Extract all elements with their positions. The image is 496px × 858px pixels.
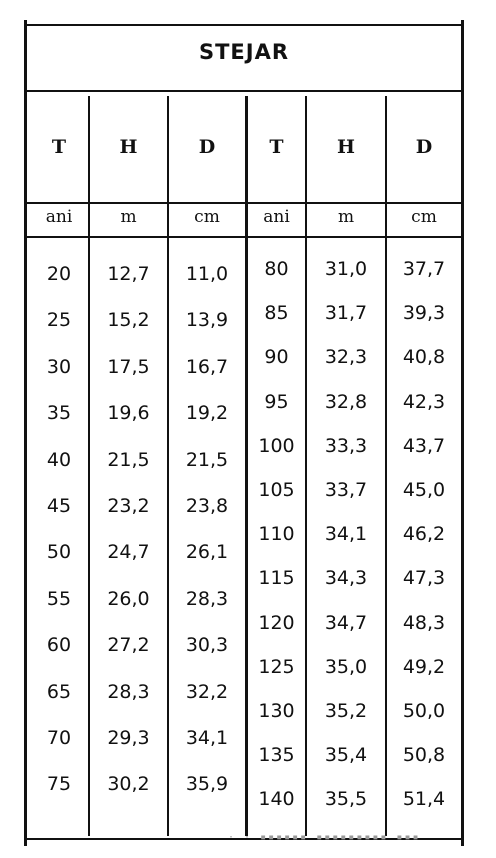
cell-height: 34,7 xyxy=(324,611,368,634)
cell-age: 105 xyxy=(258,479,295,501)
cell-diameter: 37,7 xyxy=(402,258,446,280)
cell-age: 135 xyxy=(258,744,295,767)
column-header-d: D xyxy=(198,136,216,158)
cell-height: 35,5 xyxy=(324,788,368,811)
cell-age: 60 xyxy=(46,634,72,657)
cell-age: 140 xyxy=(258,788,295,811)
cell-age: 25 xyxy=(46,309,72,332)
cell-diameter: 16,7 xyxy=(185,355,229,378)
cell-diameter: 19,2 xyxy=(185,402,229,425)
table-title: STEJAR xyxy=(198,40,290,64)
cell-diameter: 50,8 xyxy=(402,744,446,767)
cell-height: 19,6 xyxy=(107,402,150,425)
title-rule xyxy=(27,90,461,92)
unit-label: ani xyxy=(45,207,73,227)
cell-height: 32,8 xyxy=(324,390,368,413)
cell-age: 90 xyxy=(264,346,289,369)
cell-age: 75 xyxy=(46,773,72,796)
cell-diameter: 28,3 xyxy=(185,587,229,610)
cell-age: 115 xyxy=(258,567,295,590)
column-header-d: D xyxy=(415,136,433,158)
cell-diameter: 50,0 xyxy=(402,700,446,722)
cell-height: 35,2 xyxy=(324,700,368,722)
cell-height: 26,0 xyxy=(107,587,150,610)
top-rule xyxy=(27,24,461,26)
unit-label: ani xyxy=(263,207,290,227)
unit-rule xyxy=(27,236,461,238)
cell-age: 130 xyxy=(258,700,295,722)
cell-height: 35,0 xyxy=(324,655,368,678)
cell-height: 34,1 xyxy=(324,523,368,546)
unit-label: m xyxy=(120,207,137,227)
cell-diameter: 40,8 xyxy=(402,346,446,369)
cell-height: 33,7 xyxy=(324,479,368,501)
cell-age: 20 xyxy=(46,263,72,285)
cell-height: 35,4 xyxy=(324,744,368,767)
unit-label: cm xyxy=(194,207,220,227)
cell-height: 32,3 xyxy=(324,346,368,369)
cell-height: 12,7 xyxy=(107,263,150,285)
cell-age: 85 xyxy=(264,302,289,325)
cell-height: 21,5 xyxy=(107,448,150,471)
cell-diameter: 42,3 xyxy=(402,390,446,413)
cell-age: 35 xyxy=(46,402,72,425)
cell-diameter: 43,7 xyxy=(402,434,446,457)
cell-height: 28,3 xyxy=(107,680,150,703)
cell-height: 27,2 xyxy=(107,634,150,657)
cell-age: 80 xyxy=(264,258,289,280)
header-rule xyxy=(27,202,461,204)
cell-age: 65 xyxy=(46,680,72,703)
column-header-t: T xyxy=(269,136,284,158)
cell-age: 110 xyxy=(258,523,295,546)
cell-age: 70 xyxy=(46,727,72,749)
cell-diameter: 51,4 xyxy=(402,788,446,811)
cell-age: 45 xyxy=(46,495,72,517)
cell-diameter: 34,1 xyxy=(185,727,229,749)
cell-height: 23,2 xyxy=(107,495,150,517)
cell-age: 50 xyxy=(46,541,72,564)
cell-age: 125 xyxy=(258,655,295,678)
cell-diameter: 49,2 xyxy=(402,655,446,678)
cell-diameter: 11,0 xyxy=(185,263,229,285)
cell-height: 31,7 xyxy=(324,302,368,325)
cell-age: 95 xyxy=(264,390,289,413)
cell-diameter: 32,2 xyxy=(185,680,229,703)
cell-diameter: 13,9 xyxy=(185,309,229,332)
column-header-h: H xyxy=(119,136,138,158)
cell-diameter: 35,9 xyxy=(185,773,229,796)
cell-age: 30 xyxy=(46,355,72,378)
cell-height: 24,7 xyxy=(107,541,150,564)
cell-diameter: 39,3 xyxy=(402,302,446,325)
cell-diameter: 23,8 xyxy=(185,495,229,517)
cell-age: 55 xyxy=(46,587,72,610)
cell-diameter: 26,1 xyxy=(185,541,229,564)
column-header-h: H xyxy=(337,136,355,158)
cell-height: 15,2 xyxy=(107,309,150,332)
cell-height: 29,3 xyxy=(107,727,150,749)
cell-height: 30,2 xyxy=(107,773,150,796)
cell-age: 40 xyxy=(46,448,72,471)
unit-label: cm xyxy=(411,207,437,227)
cell-diameter: 48,3 xyxy=(402,611,446,634)
cell-height: 33,3 xyxy=(324,434,368,457)
cell-age: 120 xyxy=(258,611,295,634)
cell-height: 34,3 xyxy=(324,567,368,590)
cell-height: 31,0 xyxy=(324,258,368,280)
column-header-t: T xyxy=(51,136,67,158)
cell-diameter: 21,5 xyxy=(185,448,229,471)
cell-diameter: 46,2 xyxy=(402,523,446,546)
cell-diameter: 47,3 xyxy=(402,567,446,590)
cell-age: 100 xyxy=(258,434,295,457)
unit-label: m xyxy=(337,207,355,227)
cell-height: 17,5 xyxy=(107,355,150,378)
cell-diameter: 30,3 xyxy=(185,634,229,657)
scan-watermark: · · ▪▪▪▪▪▪ ▪▪▪▪▪▪▪▪▪ ▪▪▪ xyxy=(228,832,421,843)
cell-diameter: 45,0 xyxy=(402,479,446,501)
